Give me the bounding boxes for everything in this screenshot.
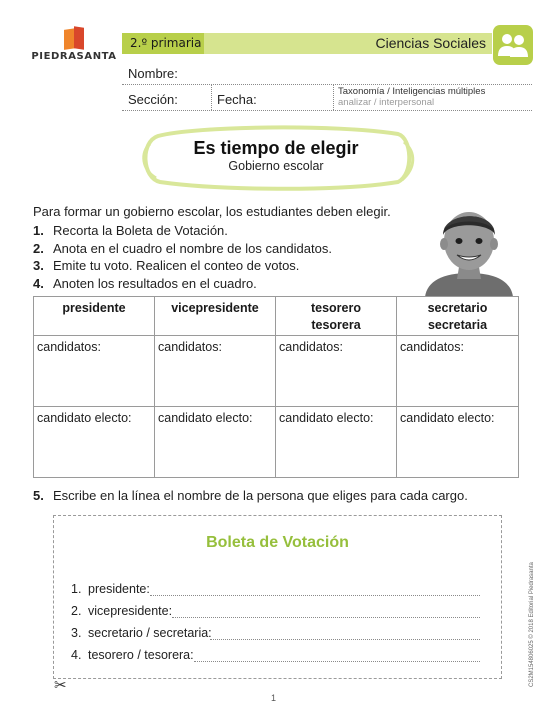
candidates-cell[interactable] — [155, 336, 276, 407]
page-subtitle: Gobierno escolar — [228, 159, 324, 173]
subject-label: Ciencias Sociales — [375, 35, 486, 51]
step-number: 3. — [33, 258, 44, 273]
name-label: Nombre: — [128, 66, 178, 81]
book-logo-icon — [61, 27, 87, 49]
column-header-president — [34, 297, 155, 336]
section-line — [122, 110, 532, 111]
ballot-answer-line[interactable] — [194, 661, 480, 662]
header-line: tesorero — [310, 301, 362, 315]
cell-label: candidatos: — [279, 340, 343, 354]
ballot-item — [71, 582, 150, 596]
step-number: 2. — [33, 240, 44, 256]
name-line[interactable] — [122, 84, 532, 85]
cell-label: candidatos: — [400, 340, 464, 354]
elected-cell[interactable] — [276, 407, 397, 478]
header-line: vicepresidente — [171, 301, 259, 315]
ballot-item-label: tesorero / tesorera: — [88, 648, 194, 662]
ballot-item-label: vicepresidente: — [88, 604, 173, 618]
ballot-item — [71, 626, 212, 640]
header-line: secretaria — [427, 318, 488, 332]
students-icon — [493, 25, 533, 65]
ballot-item-number: 1. — [71, 582, 82, 596]
grade-label: 2.º primaria — [122, 33, 204, 54]
elected-cell[interactable] — [34, 407, 155, 478]
ballot-answer-line[interactable] — [150, 595, 480, 596]
step-five — [33, 488, 468, 503]
list-item — [33, 240, 332, 258]
list-item — [33, 257, 332, 275]
ballot-answer-line[interactable] — [210, 639, 480, 640]
ballot-item-number: 2. — [71, 604, 82, 618]
ballot-item — [71, 604, 172, 618]
child-photo — [421, 197, 517, 297]
ballot-item-number: 3. — [71, 626, 82, 640]
candidates-cell[interactable] — [34, 336, 155, 407]
list-item — [33, 275, 332, 293]
step-number: 1. — [33, 223, 44, 238]
results-table — [33, 296, 519, 478]
header-bar — [122, 33, 492, 54]
taxonomy-values: analizar / interpersonal — [338, 97, 435, 108]
page-title: Es tiempo de elegir — [193, 138, 359, 158]
step-text: Emite tu voto. Realicen el conteo de votos. — [53, 258, 300, 273]
scissors-icon: ✂ — [54, 677, 67, 694]
step-text: Escribe en la línea el nombre de la persona que eliges para cada cargo. — [53, 488, 468, 503]
page-number: 1 — [271, 693, 277, 703]
date-label: Fecha: — [217, 92, 257, 107]
header-line: tesorera — [311, 318, 361, 332]
header-line: secretario — [427, 301, 488, 315]
table-header-row — [34, 297, 519, 336]
logo-text: PIEDRASANTA — [31, 51, 117, 62]
ballot-item-number: 4. — [71, 648, 82, 662]
taxonomy-title: Taxonomía / Inteligencias múltiples — [338, 86, 486, 97]
ballot-item-label: presidente: — [88, 582, 150, 596]
list-item — [33, 222, 332, 240]
elected-cell[interactable] — [155, 407, 276, 478]
publisher-logo — [30, 27, 118, 62]
intro-text: Para formar un gobierno escolar, los estudiantes deben elegir. — [33, 204, 391, 219]
cell-label: candidatos: — [158, 340, 222, 354]
header-line: presidente — [62, 301, 126, 315]
ballot-answer-line[interactable] — [172, 617, 480, 618]
step-number: 4. — [33, 275, 44, 291]
cell-label: candidato electo: — [279, 411, 374, 425]
ballot-item-label: secretario / secretaria: — [88, 626, 212, 640]
step-text: Recorta la Boleta de Votación. — [53, 223, 228, 238]
candidates-cell[interactable] — [276, 336, 397, 407]
side-code: CS2M154806025 © 2018 Editorial Piedrasanta — [529, 562, 535, 687]
ballot-card — [53, 515, 502, 679]
step-number: 5. — [33, 488, 44, 503]
cell-label: candidato electo: — [37, 411, 132, 425]
step-text: Anota en el cuadro el nombre de los candidatos. — [53, 240, 332, 256]
column-header-vicepresident — [155, 297, 276, 336]
ballot-title: Boleta de Votación — [206, 534, 349, 551]
elected-cell[interactable] — [397, 407, 519, 478]
divider — [333, 84, 334, 110]
cell-label: candidato electo: — [400, 411, 495, 425]
cell-label: candidato electo: — [158, 411, 253, 425]
divider — [211, 84, 212, 110]
ballot-item — [71, 648, 194, 662]
column-header-secretary — [397, 297, 519, 336]
steps-list — [33, 222, 332, 292]
column-header-treasurer — [276, 297, 397, 336]
step-text: Anoten los resultados en el cuadro. — [53, 275, 257, 291]
table-row — [34, 336, 519, 407]
candidates-cell[interactable] — [397, 336, 519, 407]
cell-label: candidatos: — [37, 340, 101, 354]
section-label: Sección: — [128, 92, 178, 107]
table-row — [34, 407, 519, 478]
